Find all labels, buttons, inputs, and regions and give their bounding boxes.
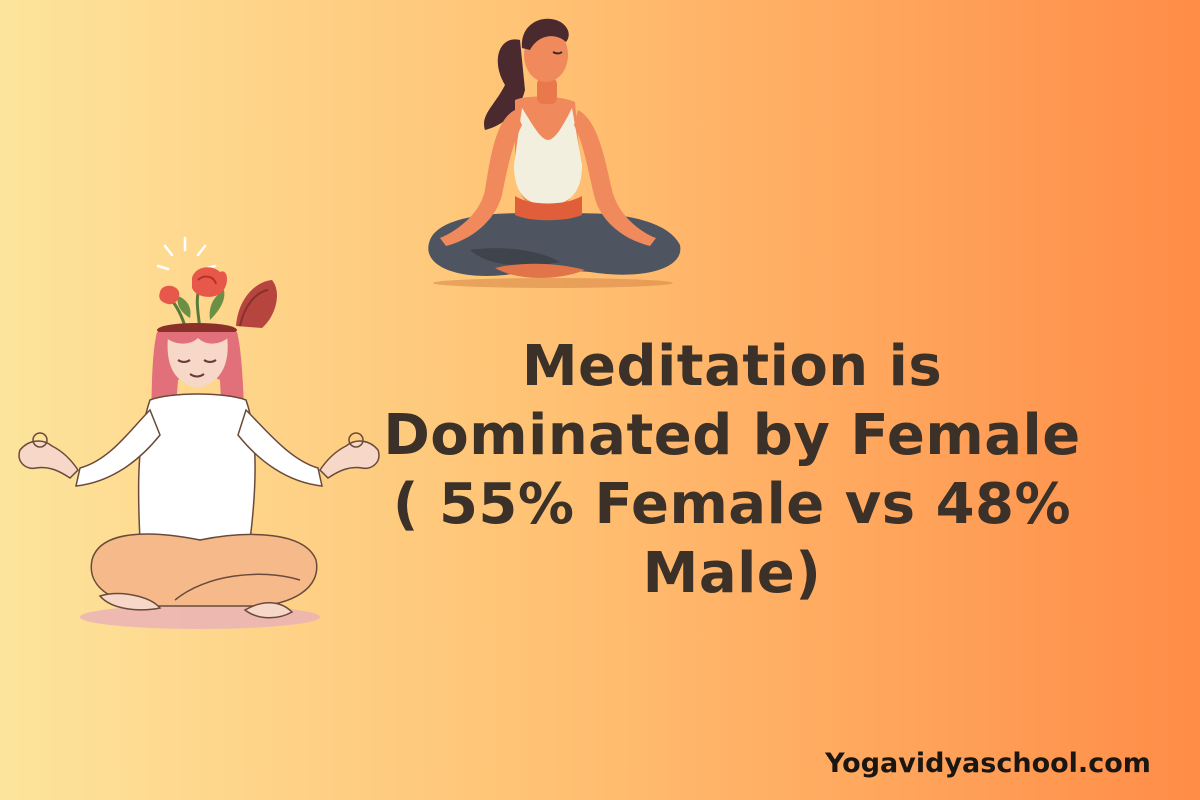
- headline-line-2: Dominated by Female: [383, 403, 1081, 468]
- headline-line-1: Meditation is: [521, 334, 943, 399]
- headline-line-3: ( 55% Female vs 48%: [392, 472, 1072, 537]
- website-url: Yogavidyaschool.com: [825, 748, 1151, 779]
- headline: [372, 332, 1092, 608]
- headline-line-4: Male): [642, 541, 822, 606]
